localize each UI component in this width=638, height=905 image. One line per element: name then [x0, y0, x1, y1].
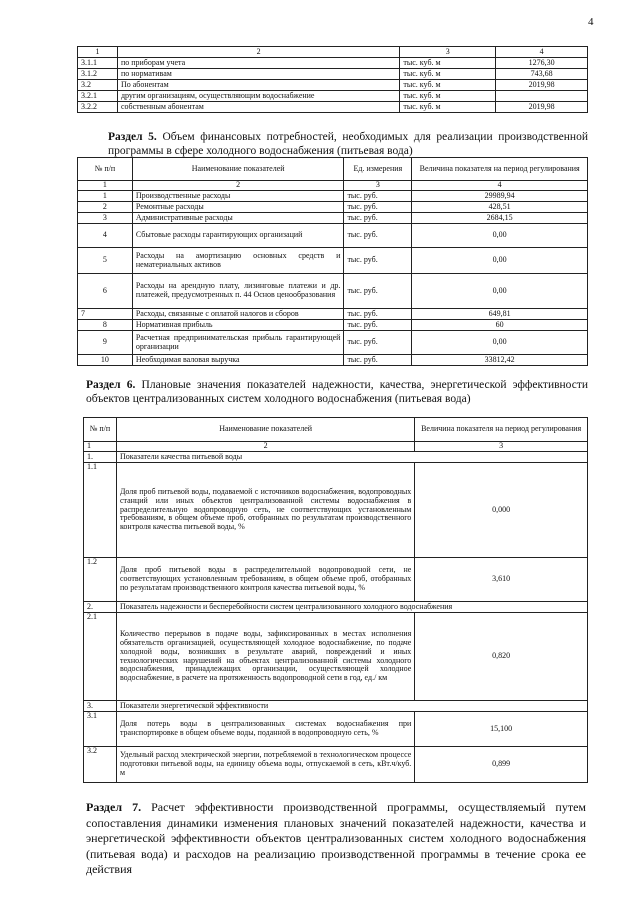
table-cell: 1276,30: [496, 58, 588, 69]
section-label: Раздел 6.: [86, 379, 136, 391]
table-cell: 3: [415, 442, 588, 452]
table-cell: 3.1.2: [78, 69, 118, 80]
table-row: [78, 58, 588, 69]
table-cell: тыс. куб. м: [400, 80, 496, 91]
table-cell: тыс. куб. м: [400, 58, 496, 69]
table-cell: тыс. руб.: [344, 248, 412, 274]
table-cell: Производственные расходы: [132, 191, 344, 202]
table-cell: 1.2: [84, 558, 117, 602]
table-numbering-row: [84, 442, 588, 452]
table-cell: Необходимая валовая выручка: [132, 355, 344, 366]
table-cell: 3.1.1: [78, 58, 118, 69]
table-header-row: [78, 47, 588, 58]
table-cell: Показатели энергетической эффективности: [116, 701, 587, 712]
table-row: [78, 320, 588, 331]
table-header-cell: Ед. измерения: [344, 158, 412, 181]
section-title: Объем финансовых потребностей, необходимых для реализации производственной программы в сфере холодного водоснабжения (питьевая вода): [108, 131, 588, 158]
table-cell: 1: [78, 181, 133, 191]
table-cell: 649,81: [412, 309, 588, 320]
table-header-cell: Наименование показателей: [116, 418, 414, 442]
table-cell: 428,51: [412, 202, 588, 213]
table-cell: 3: [400, 47, 496, 58]
table-cell: 2: [116, 442, 414, 452]
table-header-cell: № п/п: [84, 418, 117, 442]
indicators-table: [83, 417, 588, 783]
page-number: 4: [588, 16, 594, 28]
table-cell: 0,000: [415, 463, 588, 558]
table-cell: Количество перерывов в подаче воды, зафиксированных в местах исполнения обязательств организацией, осуществляющей холодное водоснабжение, по подаче холодной воды, возникших в результате аварий, повреждений и иных технологических нарушений на объектах централизованной системы холодного водоснабжения, принадлежащих организации, осуществляющей холодное водоснабжение, в расчете на протяженность водопроводной сети в год, ед./ км: [116, 613, 414, 701]
section-5-heading: [108, 130, 588, 158]
table-header-cell: Наименование показателей: [132, 158, 344, 181]
table-cell: Доля проб питьевой воды, подаваемой с источников водоснабжения, водопроводных станций или иных объектов централизованной системы водоснабжения в распределительную водопроводную сеть, не соответствующих установленным требованиям, в общем объеме проб, отобранных по результатам производственного контроля качества питьевой воды, %: [116, 463, 414, 558]
table-section-row: [84, 452, 588, 463]
table-cell: Показатель надежности и бесперебойности систем централизованного холодного водоснабжения: [116, 602, 587, 613]
volume-table: [77, 46, 588, 113]
table-cell: 3.2: [84, 747, 117, 783]
table-cell: Расходы на арендную плату, лизинговые платежи и др. платежей, предусмотренных п. 44 Основ ценообразования: [132, 274, 344, 309]
table-cell: 8: [78, 320, 133, 331]
table-cell: тыс. руб.: [344, 309, 412, 320]
table-cell: тыс. куб. м: [400, 91, 496, 102]
section-title: Плановые значения показателей надежности, качества, энергетической эффективности объектов централизованных систем холодного водоснабжения (питьевая вода): [86, 379, 589, 406]
table-cell: по приборам учета: [117, 58, 399, 69]
table-cell: 33812,42: [412, 355, 588, 366]
table-row: [78, 191, 588, 202]
table-cell: Доля проб питьевой воды в распределительной водопроводной сети, не соответствующих установленным требованиям, в общем объеме проб, отобранных по результатам производственного контроля качества питьевой воды, %: [116, 558, 414, 602]
section-6-heading: [86, 378, 588, 406]
table-cell: 2019,98: [496, 102, 588, 113]
table-cell: 1: [84, 442, 117, 452]
table-cell: 0,00: [412, 274, 588, 309]
table-row: [78, 224, 588, 248]
table-cell: Доля потерь воды в централизованных системах водоснабжения при транспортировке в общем объеме воды, поданной в водопроводную сеть, %: [116, 712, 414, 747]
table-row: [78, 69, 588, 80]
section-7-heading: [86, 800, 586, 878]
table-cell: 0,899: [415, 747, 588, 783]
table-cell: тыс. руб.: [344, 320, 412, 331]
table-cell: 5: [78, 248, 133, 274]
table-cell: тыс. руб.: [344, 202, 412, 213]
table-cell: 4: [496, 47, 588, 58]
table-cell: 3.2.2: [78, 102, 118, 113]
table-cell: 4: [412, 181, 588, 191]
table-row: [78, 355, 588, 366]
table-row: [78, 91, 588, 102]
section-label: Раздел 5.: [108, 131, 157, 143]
table-cell: 1: [78, 47, 118, 58]
table-row: [78, 213, 588, 224]
table-cell: 2: [78, 202, 133, 213]
table-cell: 7: [78, 309, 133, 320]
section-title: Расчет эффективности производственной программы, осуществляемый путем сопоставления динамики изменения плановых значений показателей надежности, качества и энергетической эффективности объектов централизованных систем холодного водоснабжения (питьевая вода) и расходов на реализацию производственной программы в течение срока ее действия: [86, 800, 586, 877]
table-cell: 9: [78, 331, 133, 355]
table-cell: Показатели качества питьевой воды: [116, 452, 587, 463]
table-cell: 10: [78, 355, 133, 366]
table-header-row: [84, 418, 588, 442]
table-cell: тыс. руб.: [344, 274, 412, 309]
table-cell: Нормативная прибыль: [132, 320, 344, 331]
table-cell: Расчетная предпринимательская прибыль гарантирующей организации: [132, 331, 344, 355]
table-cell: 2019,98: [496, 80, 588, 91]
table-cell: 15,100: [415, 712, 588, 747]
table-cell: 3.2: [78, 80, 118, 91]
table-cell: 3.1: [84, 712, 117, 747]
table-cell: 4: [78, 224, 133, 248]
table-section-row: [84, 602, 588, 613]
table-cell: 3: [344, 181, 412, 191]
table-section-row: [84, 701, 588, 712]
financial-needs-table: [77, 157, 588, 366]
table-header-cell: Величина показателя на период регулирования: [415, 418, 588, 442]
table-row: [78, 80, 588, 91]
table-row: [78, 309, 588, 320]
table-cell: Удельный расход электрической энергии, потребляемой в технологическом процессе подготовки питьевой воды, на единицу объема воды, отпускаемой в сеть, кВт.ч/куб. м: [116, 747, 414, 783]
table-cell: 1: [78, 191, 133, 202]
table-row: [84, 613, 588, 701]
table-row: [78, 202, 588, 213]
table-row: [78, 274, 588, 309]
table-cell: Расходы, связанные с оплатой налогов и сборов: [132, 309, 344, 320]
section-label: Раздел 7.: [86, 800, 142, 814]
table-cell: 0,820: [415, 613, 588, 701]
table-cell: Расходы на амортизацию основных средств и нематериальных активов: [132, 248, 344, 274]
table-row: [78, 248, 588, 274]
table-header-row: [78, 158, 588, 181]
table-cell: Ремонтные расходы: [132, 202, 344, 213]
table-cell: 743,68: [496, 69, 588, 80]
table-cell: тыс. руб.: [344, 213, 412, 224]
table-row: [84, 747, 588, 783]
table-cell: тыс. куб. м: [400, 69, 496, 80]
table-cell: 0,00: [412, 331, 588, 355]
table-cell: 1.1: [84, 463, 117, 558]
table-cell: тыс. руб.: [344, 331, 412, 355]
table-cell: 29989,94: [412, 191, 588, 202]
table-cell: тыс. руб.: [344, 224, 412, 248]
table-cell: 6: [78, 274, 133, 309]
table-cell: собственным абонентам: [117, 102, 399, 113]
table-row: [84, 558, 588, 602]
table-cell: Сбытовые расходы гарантирующих организаций: [132, 224, 344, 248]
table-cell: 2: [117, 47, 399, 58]
table-cell: 3.: [84, 701, 117, 712]
table-cell: Административные расходы: [132, 213, 344, 224]
table-header-cell: Величина показателя на период регулирования: [412, 158, 588, 181]
table-cell: 0,00: [412, 224, 588, 248]
table-cell: тыс. руб.: [344, 191, 412, 202]
table-cell: другим организациям, осуществляющим водоснабжение: [117, 91, 399, 102]
table-cell: 0,00: [412, 248, 588, 274]
table-cell: 2: [132, 181, 344, 191]
table-cell: [496, 91, 588, 102]
table-cell: по нормативам: [117, 69, 399, 80]
table-cell: 3.2.1: [78, 91, 118, 102]
table-numbering-row: [78, 181, 588, 191]
table-row: [84, 712, 588, 747]
table-row: [78, 331, 588, 355]
table-cell: тыс. куб. м: [400, 102, 496, 113]
table-cell: 2.1: [84, 613, 117, 701]
table-cell: 1.: [84, 452, 117, 463]
table-row: [84, 463, 588, 558]
table-cell: 2.: [84, 602, 117, 613]
table-header-cell: № п/п: [78, 158, 133, 181]
table-cell: тыс. руб.: [344, 355, 412, 366]
table-cell: 60: [412, 320, 588, 331]
table-cell: 3: [78, 213, 133, 224]
table-cell: 3,610: [415, 558, 588, 602]
table-row: [78, 102, 588, 113]
table-cell: По абонентам: [117, 80, 399, 91]
table-cell: 2684,15: [412, 213, 588, 224]
